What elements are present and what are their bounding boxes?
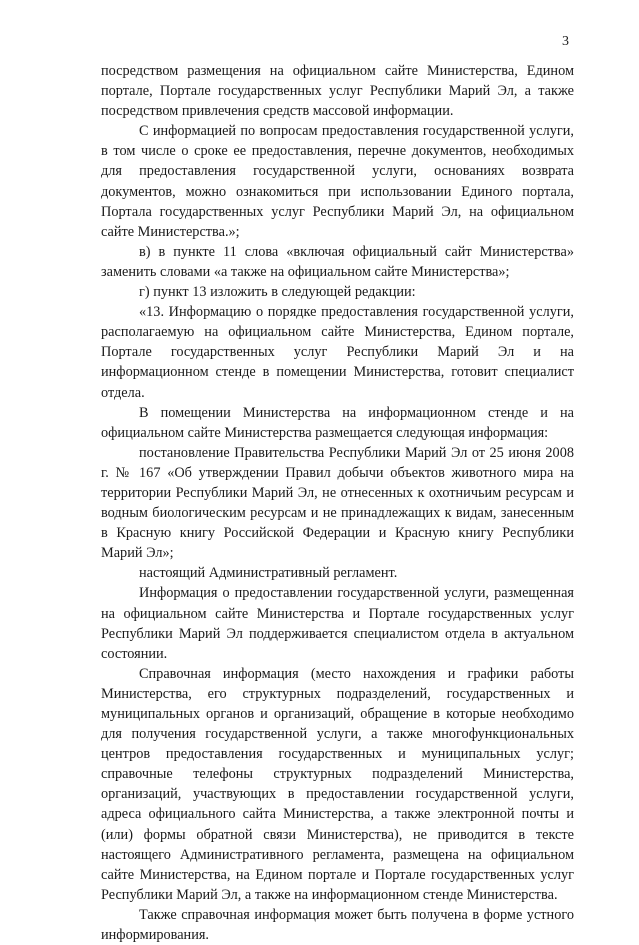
document-body: [101, 61, 574, 945]
paragraph: «13. Информацию о порядке предоставления государственной услуги, располагаемую на официальном сайте Министерства, Едином портале, Портале государственных услуг Республики Марий Эл и на информационном стенде в помещении Министерства, готовит специалист отдела.: [101, 304, 574, 401]
paragraph: Также справочная информация может быть получена в форме устного информирования.: [101, 906, 574, 944]
page-number: 3: [562, 34, 569, 49]
paragraph: С информацией по вопросам предоставления государственной услуги, в том числе о сроке ее предоставления, перечне документов, необходимых для предоставления государственной услуги, основаниях возврата документов, можно ознакомиться при использовании Единого портала, Портала государственных услуг Республики Марий Эл, на официальном сайте Министерства.»;: [101, 123, 574, 240]
paragraph: В помещении Министерства на информационном стенде и на официальном сайте Министерства размещается следующая информация:: [101, 404, 574, 441]
paragraph: посредством размещения на официальном сайте Министерства, Едином портале, Портале государственных услуг Республики Марий Эл, а также посредством привлечения средств массовой информации.: [101, 63, 574, 120]
paragraph: в) в пункте 11 слова «включая официальный сайт Министерства» заменить словами «а также на официальном сайте Министерства»;: [101, 243, 574, 280]
paragraph: постановление Правительства Республики Марий Эл от 25 июня 2008 г. № 167 «Об утверждении Правил добычи объектов животного мира на территории Республики Марий Эл, не отнесенных к охотничьим ресурсам и водным биологическим ресурсам и не принадлежащих к видам, занесенным в Красную книгу Российской Федерации и Красную книгу Республики Марий Эл»;: [101, 444, 574, 562]
paragraph: настоящий Административный регламент.: [139, 565, 398, 582]
paragraph: Справочная информация (место нахождения и графики работы Министерства, его структурных подразделений, государственных и муниципальных органов и организаций, обращение в которые необходимо для получения государственной услуги, а также многофункциональных центров предоставления государственных и муниципальных услуг; справочные телефоны структурных подразделений Министерства, организаций, участвующих в предоставлении государственной услуги, адреса официального сайта Министерства, а также электронной почты и (или) формы обратной связи Министерства), не приводится в тексте настоящего Административного регламента, размещена на официальном сайте Министерства, на Едином портале и Портале государственных услуг Республики Марий Эл, а также на информационном стенде Министерства.: [101, 665, 574, 903]
paragraph: г) пункт 13 изложить в следующей редакции:: [139, 284, 416, 301]
paragraph: Информация о предоставлении государственной услуги, размещенная на официальном сайте Министерства и Портале государственных услуг Республики Марий Эл поддерживается специалистом отдела в актуальном состоянии.: [101, 585, 574, 662]
